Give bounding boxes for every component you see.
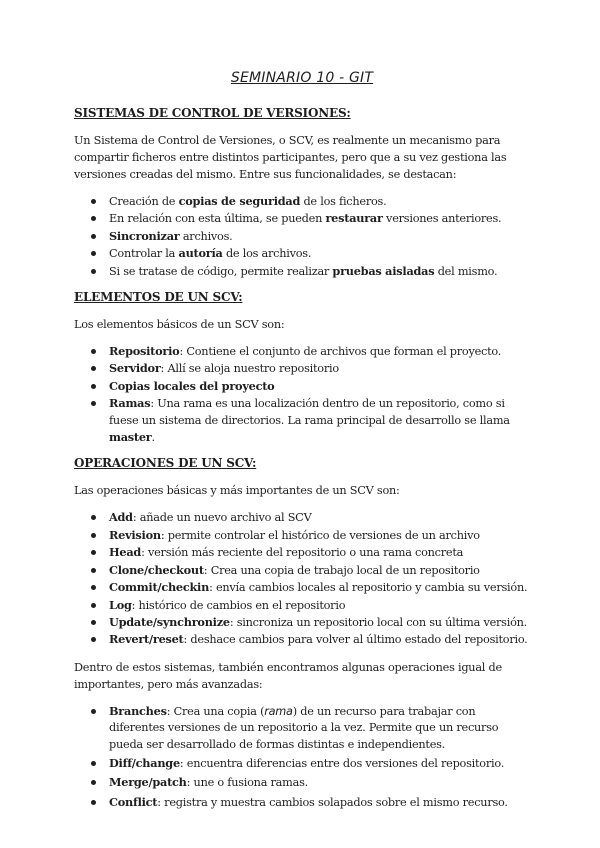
list-item: Commit/checkin: envía cambios locales al repositorio y cambia su versión. <box>74 579 530 596</box>
bullet-icon <box>91 620 96 625</box>
bullet-icon <box>91 780 96 785</box>
bullet-icon <box>91 366 96 371</box>
list-item: Diff/change: encuentra diferencias entre dos versiones del repositorio. <box>74 755 530 772</box>
bullet-icon <box>91 533 96 538</box>
bullet-icon <box>91 603 96 608</box>
list-item: Conflict: registra y muestra cambios solapados sobre el mismo recurso. <box>74 794 530 811</box>
list-item: Creación de copias de seguridad de los ficheros. <box>74 193 530 210</box>
list-item: Branches: Crea una copia (rama) de un recurso para trabajar con diferentes versiones de un repositorio a la vez. Permite que un recurso pueda ser desarrollado de formas distintas e independientes. <box>74 703 530 753</box>
list-item: En relación con esta última, se pueden restaurar versiones anteriores. <box>74 210 530 227</box>
section-heading-scv: SISTEMAS DE CONTROL DE VERSIONES: <box>74 106 351 120</box>
list-item: Add: añade un nuevo archivo al SCV <box>74 509 530 526</box>
list-item: Clone/checkout: Crea una copia de trabajo local de un repositorio <box>74 562 530 579</box>
list-item: Copias locales del proyecto <box>74 378 530 395</box>
section-intro-elements: Los elementos básicos de un SCV son: <box>74 318 285 332</box>
bullet-icon <box>91 349 96 354</box>
bullet-list-advanced-operations <box>74 703 530 811</box>
bullet-icon <box>91 585 96 590</box>
bullet-icon <box>91 401 96 406</box>
bullet-icon <box>91 550 96 555</box>
list-item: Sincronizar archivos. <box>74 228 530 245</box>
list-item: Controlar la autoría de los archivos. <box>74 245 530 262</box>
document-title: SEMINARIO 10 - GIT <box>230 70 374 86</box>
list-item: Merge/patch: une o fusiona ramas. <box>74 774 530 791</box>
bullet-list-elements <box>74 343 530 446</box>
list-item: Head: versión más reciente del repositorio o una rama concreta <box>74 544 530 561</box>
list-item: Update/synchronize: sincroniza un repositorio local con su última versión. <box>74 614 530 631</box>
list-item: Log: histórico de cambios en el repositorio <box>74 597 530 614</box>
bullet-icon <box>91 761 96 766</box>
list-item: Repositorio: Contiene el conjunto de archivos que forman el proyecto. <box>74 343 530 360</box>
document-page <box>74 70 530 821</box>
bullet-icon <box>91 384 96 389</box>
bullet-icon <box>91 515 96 520</box>
bullet-icon <box>91 568 96 573</box>
list-item: Revision: permite controlar el histórico de versiones de un archivo <box>74 527 530 544</box>
section-intro-operations: Las operaciones básicas y más importantes de un SCV son: <box>74 484 400 498</box>
section-heading-operations: OPERACIONES DE UN SCV: <box>74 456 257 471</box>
bullet-list-operations <box>74 509 530 648</box>
bullet-icon <box>91 800 96 805</box>
list-item: Servidor: Allí se aloja nuestro repositorio <box>74 360 530 377</box>
list-item: Ramas: Una rama es una localización dentro de un repositorio, como si fuese un sistema de directorios. La rama principal de desarrollo se llama master. <box>74 395 530 446</box>
bullet-icon <box>91 709 96 714</box>
section-outro-operations: Dentro de estos sistemas, también encontramos algunas operaciones igual de importantes, pero más avanzadas: <box>74 660 502 691</box>
bullet-icon <box>91 234 96 239</box>
bullet-icon <box>91 251 96 256</box>
bullet-list-functionalities <box>74 193 530 280</box>
list-item: Revert/reset: deshace cambios para volver al último estado del repositorio. <box>74 631 530 648</box>
bullet-icon <box>91 216 96 221</box>
section-heading-elements: ELEMENTOS DE UN SCV: <box>74 290 243 305</box>
bullet-icon <box>91 637 96 642</box>
bullet-icon <box>91 199 96 204</box>
list-item: Si se tratase de código, permite realizar pruebas aisladas del mismo. <box>74 263 530 280</box>
bullet-icon <box>91 269 96 274</box>
section-intro-scv: Un Sistema de Control de Versiones, o SCV, es realmente un mecanismo para compartir ficheros entre distintos participantes, pero que a su vez gestiona las versiones creadas del mismo. Entre sus funcionalidades, se destacan: <box>74 134 507 181</box>
